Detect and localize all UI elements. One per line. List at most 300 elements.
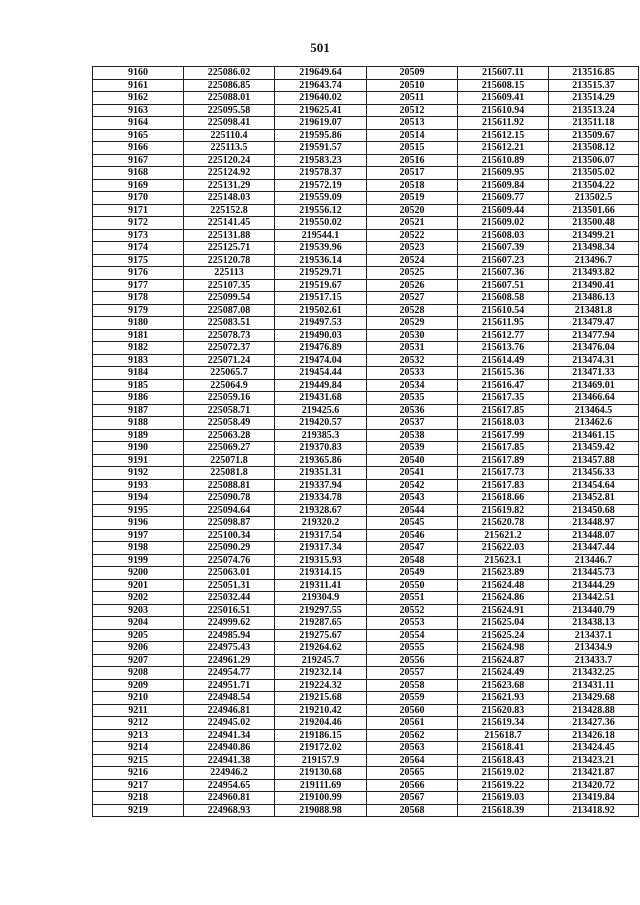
- x-coordinate-left-cell: 225059.16: [184, 392, 275, 405]
- point-number-right-cell: 20524: [367, 254, 458, 267]
- point-number-right-cell: 20566: [367, 779, 458, 792]
- point-number-left-cell: 9207: [93, 654, 184, 667]
- x-coordinate-right-cell: 215621.2: [458, 529, 549, 542]
- y-coordinate-left-cell: 219232.14: [275, 667, 367, 680]
- x-coordinate-left-cell: 225071.8: [184, 454, 275, 467]
- point-number-left-cell: 9216: [93, 767, 184, 780]
- point-number-left-cell: 9186: [93, 392, 184, 405]
- x-coordinate-left-cell: 225152.8: [184, 204, 275, 217]
- table-row: [93, 642, 639, 655]
- x-coordinate-left-cell: 225098.41: [184, 117, 275, 130]
- point-number-left-cell: 9215: [93, 754, 184, 767]
- point-number-left-cell: 9167: [93, 154, 184, 167]
- x-coordinate-left-cell: 224946.81: [184, 704, 275, 717]
- y-coordinate-left-cell: 219474.04: [275, 354, 367, 367]
- point-number-left-cell: 9164: [93, 117, 184, 130]
- y-coordinate-right-cell: 213438.13: [549, 617, 639, 630]
- table-row: [93, 104, 639, 117]
- x-coordinate-right-cell: 215609.44: [458, 204, 549, 217]
- table-row: [93, 67, 639, 80]
- table-row: [93, 529, 639, 542]
- y-coordinate-left-cell: 219111.69: [275, 779, 367, 792]
- point-number-left-cell: 9190: [93, 442, 184, 455]
- y-coordinate-right-cell: 213509.67: [549, 129, 639, 142]
- x-coordinate-left-cell: 225131.88: [184, 229, 275, 242]
- point-number-right-cell: 20517: [367, 167, 458, 180]
- x-coordinate-left-cell: 224975.43: [184, 642, 275, 655]
- point-number-right-cell: 20514: [367, 129, 458, 142]
- point-number-right-cell: 20565: [367, 767, 458, 780]
- x-coordinate-right-cell: 215619.03: [458, 792, 549, 805]
- y-coordinate-left-cell: 219519.67: [275, 279, 367, 292]
- point-number-right-cell: 20544: [367, 504, 458, 517]
- point-number-left-cell: 9166: [93, 142, 184, 155]
- y-coordinate-right-cell: 213515.37: [549, 79, 639, 92]
- point-number-left-cell: 9214: [93, 742, 184, 755]
- y-coordinate-left-cell: 219172.02: [275, 742, 367, 755]
- point-number-left-cell: 9196: [93, 517, 184, 530]
- x-coordinate-right-cell: 215617.85: [458, 442, 549, 455]
- y-coordinate-left-cell: 219304.9: [275, 592, 367, 605]
- x-coordinate-right-cell: 215621.93: [458, 692, 549, 705]
- y-coordinate-right-cell: 213511.18: [549, 117, 639, 130]
- x-coordinate-right-cell: 215624.48: [458, 579, 549, 592]
- y-coordinate-left-cell: 219517.15: [275, 292, 367, 305]
- table-row: [93, 629, 639, 642]
- y-coordinate-right-cell: 213457.88: [549, 454, 639, 467]
- y-coordinate-left-cell: 219539.96: [275, 242, 367, 255]
- y-coordinate-left-cell: 219529.71: [275, 267, 367, 280]
- x-coordinate-left-cell: 224960.81: [184, 792, 275, 805]
- table-row: [93, 92, 639, 105]
- y-coordinate-left-cell: 219425.6: [275, 404, 367, 417]
- table-row: [93, 692, 639, 705]
- x-coordinate-right-cell: 215617.83: [458, 479, 549, 492]
- table-row: [93, 517, 639, 530]
- y-coordinate-right-cell: 213496.7: [549, 254, 639, 267]
- point-number-left-cell: 9213: [93, 729, 184, 742]
- y-coordinate-right-cell: 213426.18: [549, 729, 639, 742]
- table-row: [93, 204, 639, 217]
- point-number-right-cell: 20563: [367, 742, 458, 755]
- point-number-left-cell: 9200: [93, 567, 184, 580]
- x-coordinate-left-cell: 224999.62: [184, 617, 275, 630]
- y-coordinate-right-cell: 213448.07: [549, 529, 639, 542]
- x-coordinate-left-cell: 225131.29: [184, 179, 275, 192]
- y-coordinate-right-cell: 213427.36: [549, 717, 639, 730]
- table-row: [93, 704, 639, 717]
- x-coordinate-left-cell: 224941.34: [184, 729, 275, 742]
- x-coordinate-left-cell: 225113.5: [184, 142, 275, 155]
- x-coordinate-right-cell: 215617.99: [458, 429, 549, 442]
- y-coordinate-right-cell: 213437.1: [549, 629, 639, 642]
- y-coordinate-right-cell: 213450.68: [549, 504, 639, 517]
- y-coordinate-right-cell: 213432.25: [549, 667, 639, 680]
- y-coordinate-left-cell: 219497.53: [275, 317, 367, 330]
- y-coordinate-right-cell: 213514.29: [549, 92, 639, 105]
- y-coordinate-right-cell: 213499.21: [549, 229, 639, 242]
- table-row: [93, 717, 639, 730]
- point-number-right-cell: 20543: [367, 492, 458, 505]
- y-coordinate-left-cell: 219640.02: [275, 92, 367, 105]
- y-coordinate-left-cell: 219556.12: [275, 204, 367, 217]
- table-row: [93, 604, 639, 617]
- x-coordinate-left-cell: 225124.92: [184, 167, 275, 180]
- point-number-left-cell: 9175: [93, 254, 184, 267]
- y-coordinate-left-cell: 219583.23: [275, 154, 367, 167]
- y-coordinate-left-cell: 219591.57: [275, 142, 367, 155]
- y-coordinate-left-cell: 219370.83: [275, 442, 367, 455]
- x-coordinate-right-cell: 215617.73: [458, 467, 549, 480]
- table-row: [93, 792, 639, 805]
- point-number-right-cell: 20509: [367, 67, 458, 80]
- x-coordinate-right-cell: 215617.35: [458, 392, 549, 405]
- y-coordinate-left-cell: 219204.46: [275, 717, 367, 730]
- x-coordinate-left-cell: 224941.38: [184, 754, 275, 767]
- x-coordinate-right-cell: 215608.58: [458, 292, 549, 305]
- point-number-left-cell: 9177: [93, 279, 184, 292]
- point-number-left-cell: 9176: [93, 267, 184, 280]
- x-coordinate-right-cell: 215618.39: [458, 804, 549, 817]
- y-coordinate-left-cell: 219365.86: [275, 454, 367, 467]
- table-row: [93, 279, 639, 292]
- point-number-left-cell: 9191: [93, 454, 184, 467]
- y-coordinate-right-cell: 213423.21: [549, 754, 639, 767]
- y-coordinate-left-cell: 219550.02: [275, 217, 367, 230]
- y-coordinate-right-cell: 213481.8: [549, 304, 639, 317]
- coordinates-table-body: [93, 67, 639, 817]
- x-coordinate-right-cell: 215609.41: [458, 92, 549, 105]
- y-coordinate-left-cell: 219385.3: [275, 429, 367, 442]
- table-row: [93, 504, 639, 517]
- x-coordinate-right-cell: 215610.54: [458, 304, 549, 317]
- x-coordinate-left-cell: 225083.51: [184, 317, 275, 330]
- x-coordinate-right-cell: 215612.77: [458, 329, 549, 342]
- y-coordinate-right-cell: 213452.81: [549, 492, 639, 505]
- point-number-left-cell: 9160: [93, 67, 184, 80]
- point-number-right-cell: 20546: [367, 529, 458, 542]
- x-coordinate-left-cell: 224954.65: [184, 779, 275, 792]
- table-row: [93, 304, 639, 317]
- table-row: [93, 354, 639, 367]
- y-coordinate-left-cell: 219328.67: [275, 504, 367, 517]
- table-row: [93, 292, 639, 305]
- y-coordinate-left-cell: 219287.65: [275, 617, 367, 630]
- point-number-right-cell: 20521: [367, 217, 458, 230]
- point-number-left-cell: 9202: [93, 592, 184, 605]
- point-number-right-cell: 20518: [367, 179, 458, 192]
- y-coordinate-left-cell: 219595.86: [275, 129, 367, 142]
- y-coordinate-right-cell: 213464.5: [549, 404, 639, 417]
- x-coordinate-right-cell: 215609.84: [458, 179, 549, 192]
- x-coordinate-left-cell: 225071.24: [184, 354, 275, 367]
- table-row: [93, 754, 639, 767]
- y-coordinate-right-cell: 213474.31: [549, 354, 639, 367]
- point-number-right-cell: 20532: [367, 354, 458, 367]
- x-coordinate-left-cell: 224946.2: [184, 767, 275, 780]
- y-coordinate-left-cell: 219100.99: [275, 792, 367, 805]
- table-row: [93, 392, 639, 405]
- y-coordinate-left-cell: 219275.67: [275, 629, 367, 642]
- x-coordinate-right-cell: 215619.02: [458, 767, 549, 780]
- y-coordinate-left-cell: 219625.41: [275, 104, 367, 117]
- x-coordinate-left-cell: 225064.9: [184, 379, 275, 392]
- point-number-right-cell: 20545: [367, 517, 458, 530]
- x-coordinate-right-cell: 215609.77: [458, 192, 549, 205]
- point-number-right-cell: 20554: [367, 629, 458, 642]
- table-row: [93, 117, 639, 130]
- y-coordinate-right-cell: 213493.82: [549, 267, 639, 280]
- x-coordinate-right-cell: 215618.41: [458, 742, 549, 755]
- table-row: [93, 492, 639, 505]
- point-number-left-cell: 9201: [93, 579, 184, 592]
- point-number-right-cell: 20526: [367, 279, 458, 292]
- point-number-right-cell: 20510: [367, 79, 458, 92]
- table-row: [93, 342, 639, 355]
- point-number-right-cell: 20538: [367, 429, 458, 442]
- point-number-left-cell: 9165: [93, 129, 184, 142]
- x-coordinate-right-cell: 215611.92: [458, 117, 549, 130]
- y-coordinate-left-cell: 219559.09: [275, 192, 367, 205]
- x-coordinate-left-cell: 225088.81: [184, 479, 275, 492]
- x-coordinate-right-cell: 215625.04: [458, 617, 549, 630]
- y-coordinate-left-cell: 219186.15: [275, 729, 367, 742]
- x-coordinate-right-cell: 215614.49: [458, 354, 549, 367]
- point-number-left-cell: 9181: [93, 329, 184, 342]
- x-coordinate-left-cell: 225032.44: [184, 592, 275, 605]
- point-number-left-cell: 9203: [93, 604, 184, 617]
- table-row: [93, 179, 639, 192]
- y-coordinate-left-cell: 219619.07: [275, 117, 367, 130]
- x-coordinate-left-cell: 224961.29: [184, 654, 275, 667]
- x-coordinate-right-cell: 215611.95: [458, 317, 549, 330]
- y-coordinate-left-cell: 219315.93: [275, 554, 367, 567]
- point-number-right-cell: 20511: [367, 92, 458, 105]
- y-coordinate-left-cell: 219643.74: [275, 79, 367, 92]
- point-number-right-cell: 20525: [367, 267, 458, 280]
- x-coordinate-left-cell: 225078.73: [184, 329, 275, 342]
- y-coordinate-left-cell: 219215.68: [275, 692, 367, 705]
- table-row: [93, 542, 639, 555]
- table-row: [93, 617, 639, 630]
- x-coordinate-right-cell: 215613.76: [458, 342, 549, 355]
- point-number-left-cell: 9218: [93, 792, 184, 805]
- x-coordinate-left-cell: 225086.85: [184, 79, 275, 92]
- x-coordinate-left-cell: 225120.24: [184, 154, 275, 167]
- table-row: [93, 229, 639, 242]
- y-coordinate-right-cell: 213505.02: [549, 167, 639, 180]
- y-coordinate-right-cell: 213442.51: [549, 592, 639, 605]
- point-number-right-cell: 20536: [367, 404, 458, 417]
- table-row: [93, 254, 639, 267]
- point-number-right-cell: 20559: [367, 692, 458, 705]
- point-number-right-cell: 20555: [367, 642, 458, 655]
- y-coordinate-right-cell: 213498.34: [549, 242, 639, 255]
- x-coordinate-left-cell: 225094.64: [184, 504, 275, 517]
- point-number-left-cell: 9199: [93, 554, 184, 567]
- x-coordinate-left-cell: 225069.27: [184, 442, 275, 455]
- y-coordinate-left-cell: 219314.15: [275, 567, 367, 580]
- x-coordinate-left-cell: 225148.03: [184, 192, 275, 205]
- point-number-right-cell: 20552: [367, 604, 458, 617]
- point-number-right-cell: 20512: [367, 104, 458, 117]
- x-coordinate-right-cell: 215624.86: [458, 592, 549, 605]
- x-coordinate-left-cell: 225063.01: [184, 567, 275, 580]
- y-coordinate-right-cell: 213502.5: [549, 192, 639, 205]
- table-row: [93, 192, 639, 205]
- y-coordinate-left-cell: 219578.37: [275, 167, 367, 180]
- table-row: [93, 579, 639, 592]
- table-row: [93, 679, 639, 692]
- y-coordinate-right-cell: 213431.11: [549, 679, 639, 692]
- y-coordinate-left-cell: 219649.64: [275, 67, 367, 80]
- point-number-left-cell: 9185: [93, 379, 184, 392]
- y-coordinate-left-cell: 219320.2: [275, 517, 367, 530]
- x-coordinate-right-cell: 215623.68: [458, 679, 549, 692]
- point-number-left-cell: 9212: [93, 717, 184, 730]
- x-coordinate-right-cell: 215617.89: [458, 454, 549, 467]
- y-coordinate-right-cell: 213429.68: [549, 692, 639, 705]
- table-row: [93, 742, 639, 755]
- point-number-right-cell: 20556: [367, 654, 458, 667]
- point-number-right-cell: 20529: [367, 317, 458, 330]
- y-coordinate-right-cell: 213501.66: [549, 204, 639, 217]
- table-row: [93, 417, 639, 430]
- table-row: [93, 442, 639, 455]
- y-coordinate-left-cell: 219311.41: [275, 579, 367, 592]
- y-coordinate-right-cell: 213516.85: [549, 67, 639, 80]
- y-coordinate-right-cell: 213433.7: [549, 654, 639, 667]
- table-row: [93, 467, 639, 480]
- y-coordinate-left-cell: 219157.9: [275, 754, 367, 767]
- table-row: [93, 242, 639, 255]
- y-coordinate-left-cell: 219245.7: [275, 654, 367, 667]
- table-row: [93, 404, 639, 417]
- x-coordinate-left-cell: 224951.71: [184, 679, 275, 692]
- point-number-left-cell: 9162: [93, 92, 184, 105]
- y-coordinate-left-cell: 219337.94: [275, 479, 367, 492]
- y-coordinate-right-cell: 213459.42: [549, 442, 639, 455]
- point-number-right-cell: 20567: [367, 792, 458, 805]
- point-number-left-cell: 9180: [93, 317, 184, 330]
- y-coordinate-right-cell: 213504.22: [549, 179, 639, 192]
- y-coordinate-left-cell: 219502.61: [275, 304, 367, 317]
- y-coordinate-left-cell: 219544.1: [275, 229, 367, 242]
- y-coordinate-right-cell: 213445.73: [549, 567, 639, 580]
- x-coordinate-left-cell: 225110.4: [184, 129, 275, 142]
- y-coordinate-right-cell: 213447.44: [549, 542, 639, 555]
- x-coordinate-left-cell: 224948.54: [184, 692, 275, 705]
- x-coordinate-left-cell: 225065.7: [184, 367, 275, 380]
- x-coordinate-right-cell: 215619.82: [458, 504, 549, 517]
- point-number-right-cell: 20516: [367, 154, 458, 167]
- y-coordinate-right-cell: 213477.94: [549, 329, 639, 342]
- point-number-right-cell: 20527: [367, 292, 458, 305]
- x-coordinate-left-cell: 225113: [184, 267, 275, 280]
- x-coordinate-right-cell: 215609.02: [458, 217, 549, 230]
- y-coordinate-left-cell: 219317.34: [275, 542, 367, 555]
- point-number-left-cell: 9195: [93, 504, 184, 517]
- point-number-left-cell: 9170: [93, 192, 184, 205]
- point-number-right-cell: 20561: [367, 717, 458, 730]
- x-coordinate-left-cell: 225072.37: [184, 342, 275, 355]
- y-coordinate-right-cell: 213424.45: [549, 742, 639, 755]
- x-coordinate-right-cell: 215618.66: [458, 492, 549, 505]
- x-coordinate-right-cell: 215619.34: [458, 717, 549, 730]
- point-number-left-cell: 9163: [93, 104, 184, 117]
- y-coordinate-right-cell: 213420.72: [549, 779, 639, 792]
- table-row: [93, 267, 639, 280]
- x-coordinate-right-cell: 215619.22: [458, 779, 549, 792]
- table-row: [93, 367, 639, 380]
- y-coordinate-right-cell: 213508.12: [549, 142, 639, 155]
- x-coordinate-left-cell: 225090.78: [184, 492, 275, 505]
- y-coordinate-left-cell: 219334.78: [275, 492, 367, 505]
- x-coordinate-left-cell: 224940.86: [184, 742, 275, 755]
- point-number-left-cell: 9194: [93, 492, 184, 505]
- y-coordinate-right-cell: 213476.04: [549, 342, 639, 355]
- table-row: [93, 479, 639, 492]
- point-number-right-cell: 20542: [367, 479, 458, 492]
- x-coordinate-right-cell: 215620.83: [458, 704, 549, 717]
- y-coordinate-right-cell: 213506.07: [549, 154, 639, 167]
- x-coordinate-left-cell: 225058.71: [184, 404, 275, 417]
- x-coordinate-left-cell: 225088.01: [184, 92, 275, 105]
- point-number-right-cell: 20531: [367, 342, 458, 355]
- y-coordinate-left-cell: 219490.03: [275, 329, 367, 342]
- point-number-right-cell: 20530: [367, 329, 458, 342]
- y-coordinate-right-cell: 213434.9: [549, 642, 639, 655]
- x-coordinate-right-cell: 215610.89: [458, 154, 549, 167]
- y-coordinate-right-cell: 213421.87: [549, 767, 639, 780]
- y-coordinate-left-cell: 219476.89: [275, 342, 367, 355]
- y-coordinate-left-cell: 219224.32: [275, 679, 367, 692]
- y-coordinate-right-cell: 213419.84: [549, 792, 639, 805]
- x-coordinate-left-cell: 225081.8: [184, 467, 275, 480]
- point-number-right-cell: 20548: [367, 554, 458, 567]
- x-coordinate-right-cell: 215624.87: [458, 654, 549, 667]
- table-row: [93, 329, 639, 342]
- x-coordinate-left-cell: 225086.02: [184, 67, 275, 80]
- table-row: [93, 79, 639, 92]
- y-coordinate-left-cell: 219420.57: [275, 417, 367, 430]
- y-coordinate-right-cell: 213454.64: [549, 479, 639, 492]
- x-coordinate-left-cell: 225107.35: [184, 279, 275, 292]
- y-coordinate-right-cell: 213513.24: [549, 104, 639, 117]
- point-number-left-cell: 9183: [93, 354, 184, 367]
- x-coordinate-left-cell: 225090.29: [184, 542, 275, 555]
- point-number-right-cell: 20534: [367, 379, 458, 392]
- y-coordinate-left-cell: 219454.44: [275, 367, 367, 380]
- point-number-right-cell: 20541: [367, 467, 458, 480]
- point-number-left-cell: 9193: [93, 479, 184, 492]
- x-coordinate-left-cell: 225099.54: [184, 292, 275, 305]
- x-coordinate-right-cell: 215608.03: [458, 229, 549, 242]
- y-coordinate-right-cell: 213479.47: [549, 317, 639, 330]
- y-coordinate-right-cell: 213444.29: [549, 579, 639, 592]
- x-coordinate-right-cell: 215618.43: [458, 754, 549, 767]
- y-coordinate-left-cell: 219572.19: [275, 179, 367, 192]
- x-coordinate-left-cell: 225058.49: [184, 417, 275, 430]
- table-row: [93, 554, 639, 567]
- point-number-right-cell: 20553: [367, 617, 458, 630]
- y-coordinate-left-cell: 219536.14: [275, 254, 367, 267]
- x-coordinate-right-cell: 215607.36: [458, 267, 549, 280]
- point-number-left-cell: 9208: [93, 667, 184, 680]
- y-coordinate-left-cell: 219297.55: [275, 604, 367, 617]
- x-coordinate-right-cell: 215607.23: [458, 254, 549, 267]
- point-number-left-cell: 9173: [93, 229, 184, 242]
